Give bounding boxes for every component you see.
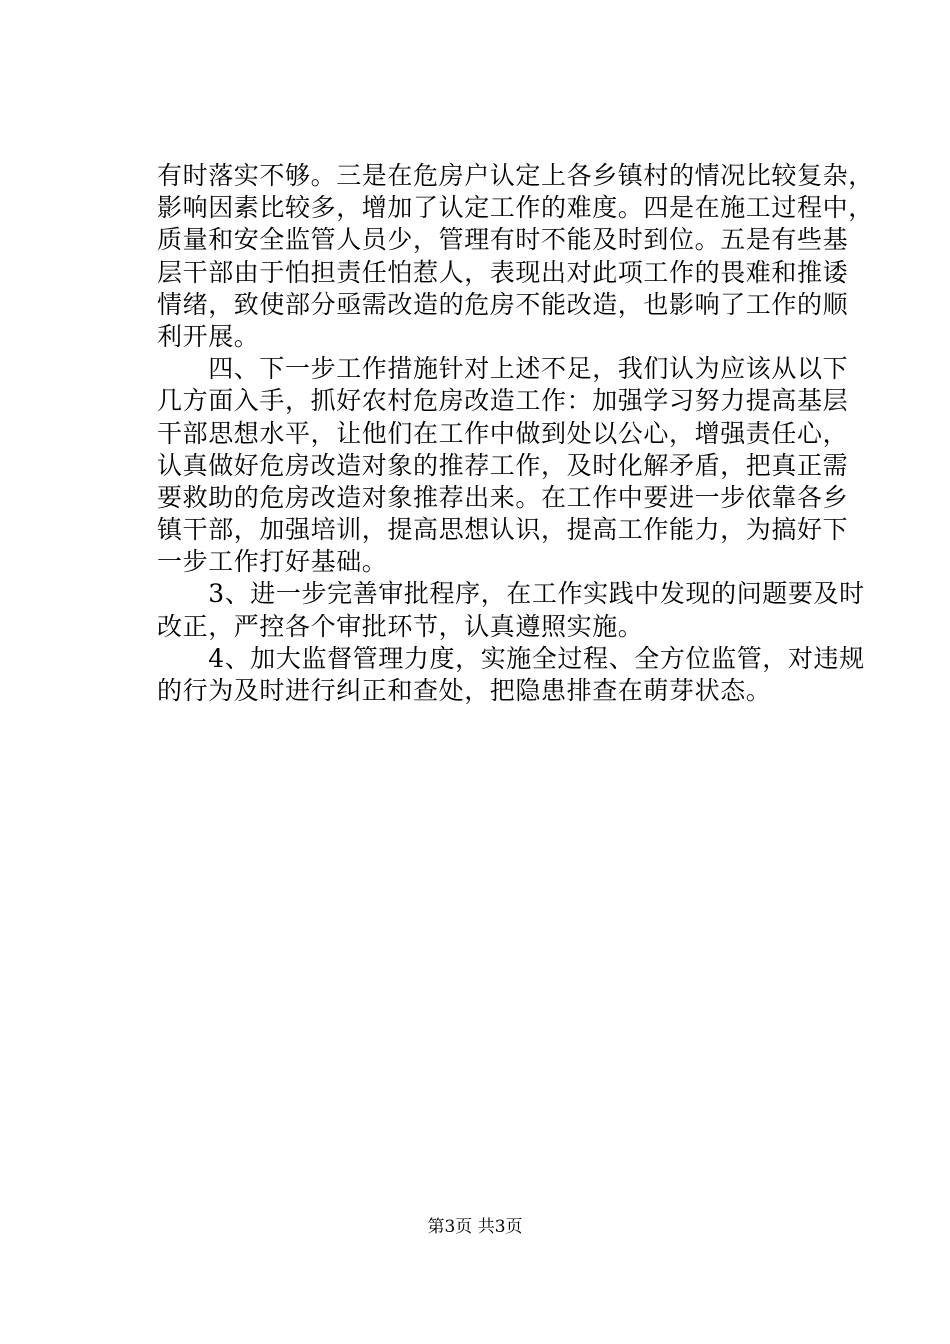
text-line: 层干部由于怕担责任怕惹人，表现出对此项工作的畏难和推诿 bbox=[157, 257, 849, 287]
text-line: 有时落实不够。三是在危房户认定上各乡镇村的情况比较复杂， bbox=[157, 161, 874, 190]
document-body bbox=[157, 160, 874, 707]
text-line: 质量和安全监管人员少，管理有时不能及时到位。五是有些基 bbox=[157, 225, 849, 255]
text-line: 一步工作打好基础。 bbox=[157, 547, 388, 577]
text-line: 镇干部，加强培训，提高思想认识，提高工作能力，为搞好下 bbox=[157, 515, 849, 545]
page-footer bbox=[0, 1216, 950, 1238]
text-line: 3、进一步完善审批程序，在工作实践中发现的问题要及时 bbox=[157, 579, 865, 609]
text-line: 情绪，致使部分亟需改造的危房不能改造，也影响了工作的顺 bbox=[157, 289, 849, 319]
text-line: 4、加大监督管理力度，实施全过程、全方位监管，对违规 bbox=[157, 643, 865, 673]
text-line: 影响因素比较多，增加了认定工作的难度。四是在施工过程中， bbox=[157, 193, 874, 223]
text-line: 认真做好危房改造对象的推荐工作，及时化解矛盾，把真正需 bbox=[157, 450, 849, 480]
text-line: 干部思想水平，让他们在工作中做到处以公心，增强责任心， bbox=[157, 418, 849, 448]
page-number-label: 第3页 共3页 bbox=[427, 1217, 523, 1237]
text-line: 几方面入手，抓好农村危房改造工作：加强学习努力提高基层 bbox=[157, 386, 849, 416]
text-line: 利开展。 bbox=[157, 321, 260, 351]
text-line: 改正，严控各个审批环节，认真遵照实施。 bbox=[157, 611, 644, 641]
text-line: 四、下一步工作措施针对上述不足，我们认为应该从以下 bbox=[157, 354, 849, 384]
text-line: 的行为及时进行纠正和查处，把隐患排查在萌芽状态。 bbox=[157, 676, 772, 705]
text-line: 要救助的危房改造对象推荐出来。在工作中要进一步依靠各乡 bbox=[157, 482, 849, 512]
